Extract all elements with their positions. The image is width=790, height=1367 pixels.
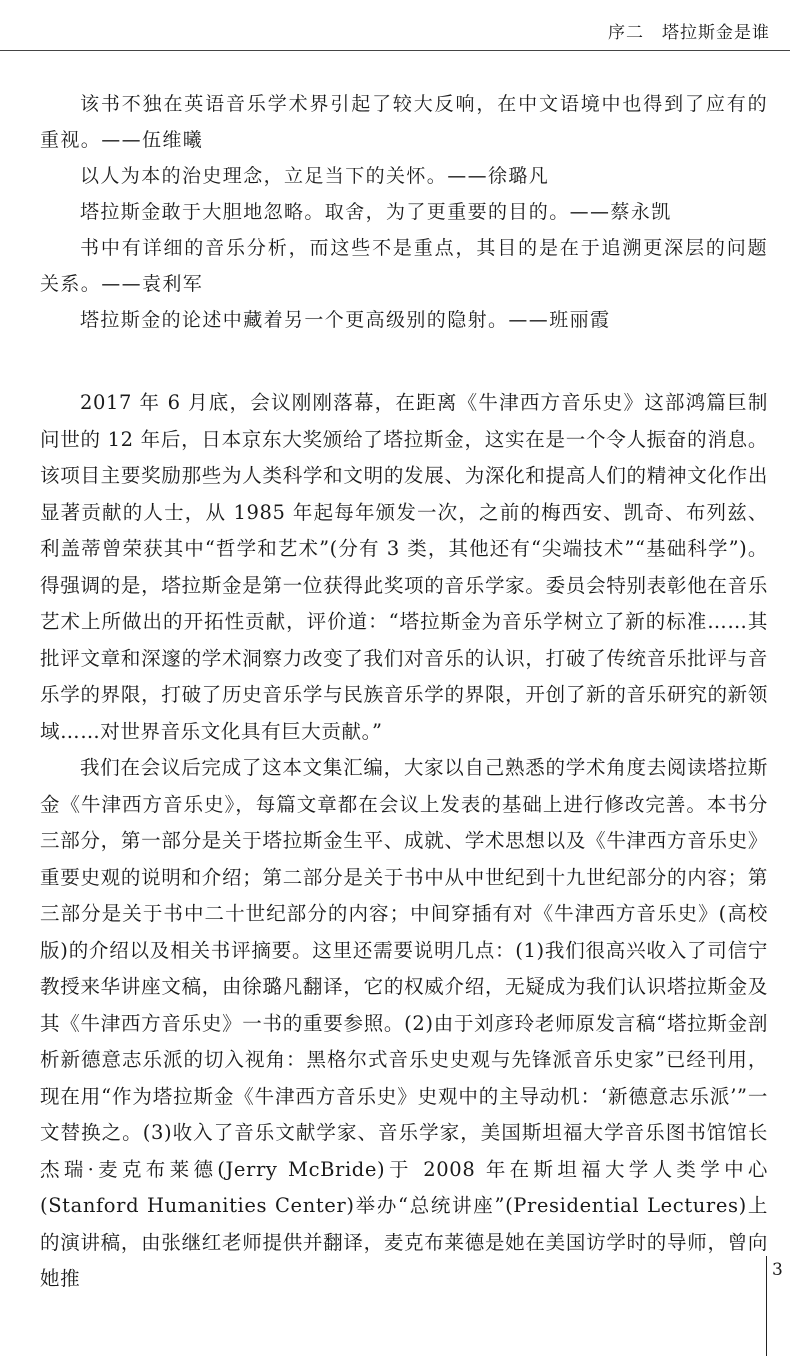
body-text — [40, 385, 768, 1298]
paragraph-2: 我们在会议后完成了这本文集汇编，大家以自己熟悉的学术角度去阅读塔拉斯金《牛津西方音乐史》，每篇文章都在会议上发表的基础上进行修改完善。本书分三部分，第一部分是关于塔拉斯金生平、成就、学术思想以及《牛津西方音乐史》重要史观的说明和介绍；第二部分是关于书中从中世纪到十九世纪部分的内容；第三部分是关于书中二十世纪部分的内容；中间穿插有对《牛津西方音乐史》(高校版)的介绍以及相关书评摘要。这里还需要说明几点：(1)我们很高兴收入了司信宁教授来华讲座文稿，由徐璐凡翻译，它的权威介绍，无疑成为我们认识塔拉斯金及其《牛津西方音乐史》一书的重要参照。(2)由于刘彦玲老师原发言稿“塔拉斯金剖析新德意志乐派的切入视角：黑格尔式音乐史史观与先锋派音乐史家”已经刊用，现在用“作为塔拉斯金《牛津西方音乐史》史观中的主导动机：‘新德意志乐派’”一文替换之。(3)收入了音乐文献学家、音乐学家，美国斯坦福大学音乐图书馆馆长杰瑞·麦克布莱德(Jerry McBride)于 2008 年在斯坦福大学人类学中心(Stanford Humanities Center)举办“总统讲座”(Presidential Lectures)上的演讲稿，由张继红老师提供并翻译，麦克布莱德是她在美国访学时的导师，曾向她推 — [40, 756, 768, 1290]
quote-4: 书中有详细的音乐分析，而这些不是重点，其目的是在于追溯更深层的问题关系。——袁利军 — [40, 237, 768, 295]
quote-2: 以人为本的治史理念，立足当下的关怀。——徐璐凡 — [80, 165, 550, 187]
folio-rule — [766, 1256, 767, 1356]
page-number: 3 — [772, 1260, 783, 1280]
paragraph-1: 2017 年 6 月底，会议刚刚落幕，在距离《牛津西方音乐史》这部鸿篇巨制问世的 12 年后，日本京东大奖颁给了塔拉斯金，这实在是一个令人振奋的消息。该项目主要奖励那些为人类科学和文明的发展、为深化和提高人们的精神文化作出显著贡献的人士，从 1985 年起每年颁发一次，之前的梅西安、凯奇、布列兹、利盖蒂曾荣获其中“哲学和艺术”(分有 3 类，其他还有“尖端技术”“基础科学”)。得强调的是，塔拉斯金是第一位获得此奖项的音乐学家。委员会特别表彰他在音乐艺术上所做出的开拓性贡献，评价道：“塔拉斯金为音乐学树立了新的标准……其批评文章和深邃的学术洞察力改变了我们对音乐的认识，打破了传统音乐批评与音乐学的界限，打破了历史音乐学与民族音乐学的界限，开创了新的音乐研究的新领域……对世界音乐文化具有巨大贡献。” — [40, 391, 768, 743]
quote-block — [40, 86, 768, 338]
quote-1: 该书不独在英语音乐学术界引起了较大反响，在中文语境中也得到了应有的重视。——伍维曦 — [40, 93, 768, 151]
quote-5: 塔拉斯金的论述中藏着另一个更高级别的隐射。——班丽霞 — [80, 309, 611, 331]
quote-3: 塔拉斯金敢于大胆地忽略。取舍，为了更重要的目的。——蔡永凯 — [80, 201, 672, 223]
running-head: 序二 塔拉斯金是谁 — [608, 23, 770, 43]
header-rule — [0, 50, 790, 51]
